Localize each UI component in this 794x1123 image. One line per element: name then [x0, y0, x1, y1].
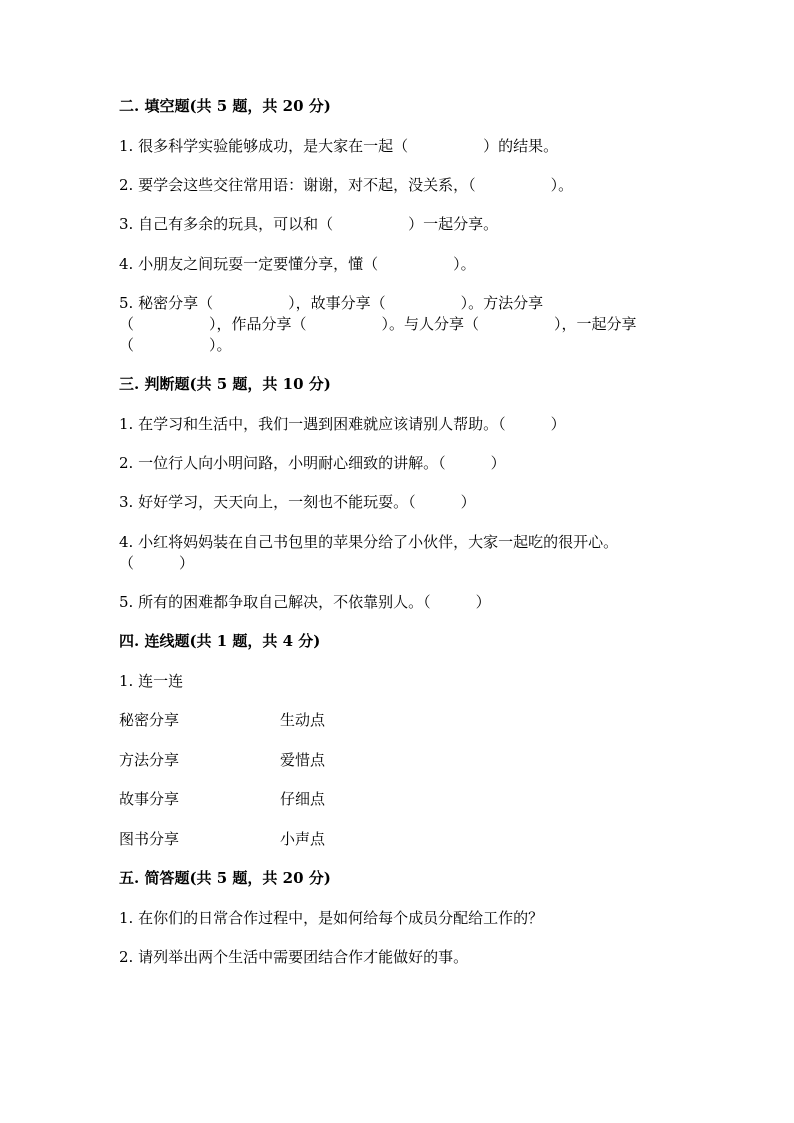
question-tf-5: 5. 所有的困难都争取自己解决，不依靠别人。（ ） — [119, 593, 491, 611]
matching-right-item: 仔细点 — [280, 790, 326, 808]
question-short-2: 2. 请列举出两个生活中需要团结合作才能做好的事。 — [119, 948, 469, 966]
matching-right-item: 生动点 — [280, 711, 326, 729]
question-tf-3: 3. 好好学习，天天向上，一刻也不能玩耍。（ ） — [119, 493, 476, 511]
question-tf-2: 2. 一位行人向小明问路，小明耐心细致的讲解。（ ） — [119, 454, 506, 472]
matching-left-item: 图书分享 — [119, 830, 180, 848]
section-heading-fill-blank: 二. 填空题(共 5 题，共 20 分) — [119, 97, 331, 115]
section-heading-short-answer: 五. 简答题(共 5 题，共 20 分) — [119, 869, 331, 887]
matching-right-item: 爱惜点 — [280, 751, 326, 769]
question-fill-5-line3: （ ）。 — [119, 336, 232, 354]
matching-prompt: 1. 连一连 — [119, 672, 184, 690]
matching-left-item: 秘密分享 — [119, 711, 180, 729]
question-tf-4-line2: （ ） — [119, 554, 195, 572]
matching-right-item: 小声点 — [280, 830, 326, 848]
question-fill-3: 3. 自己有多余的玩具，可以和（ ）一起分享。 — [119, 215, 499, 233]
matching-left-item: 故事分享 — [119, 790, 180, 808]
matching-left-item: 方法分享 — [119, 751, 180, 769]
section-heading-true-false: 三. 判断题(共 5 题，共 10 分) — [119, 375, 331, 393]
question-fill-2: 2. 要学会这些交往常用语：谢谢，对不起，没关系，（ ）。 — [119, 176, 574, 194]
question-fill-4: 4. 小朋友之间玩耍一定要懂分享，懂（ ）。 — [119, 255, 476, 273]
question-fill-5-line2: （ ），作品分享（ ）。与人分享（ ），一起分享 — [119, 315, 637, 333]
question-short-1: 1. 在你们的日常合作过程中，是如何给每个成员分配给工作的？ — [119, 909, 544, 927]
question-tf-1: 1. 在学习和生活中，我们一遇到困难就应该请别人帮助。（ ） — [119, 415, 566, 433]
question-fill-1: 1. 很多科学实验能够成功，是大家在一起（ ）的结果。 — [119, 137, 559, 155]
question-fill-5-line1: 5. 秘密分享（ ），故事分享（ ）。方法分享 — [119, 294, 544, 312]
section-heading-matching: 四. 连线题(共 1 题，共 4 分) — [119, 632, 321, 650]
question-tf-4-line1: 4. 小红将妈妈装在自己书包里的苹果分给了小伙伴，大家一起吃的很开心。 — [119, 533, 619, 551]
